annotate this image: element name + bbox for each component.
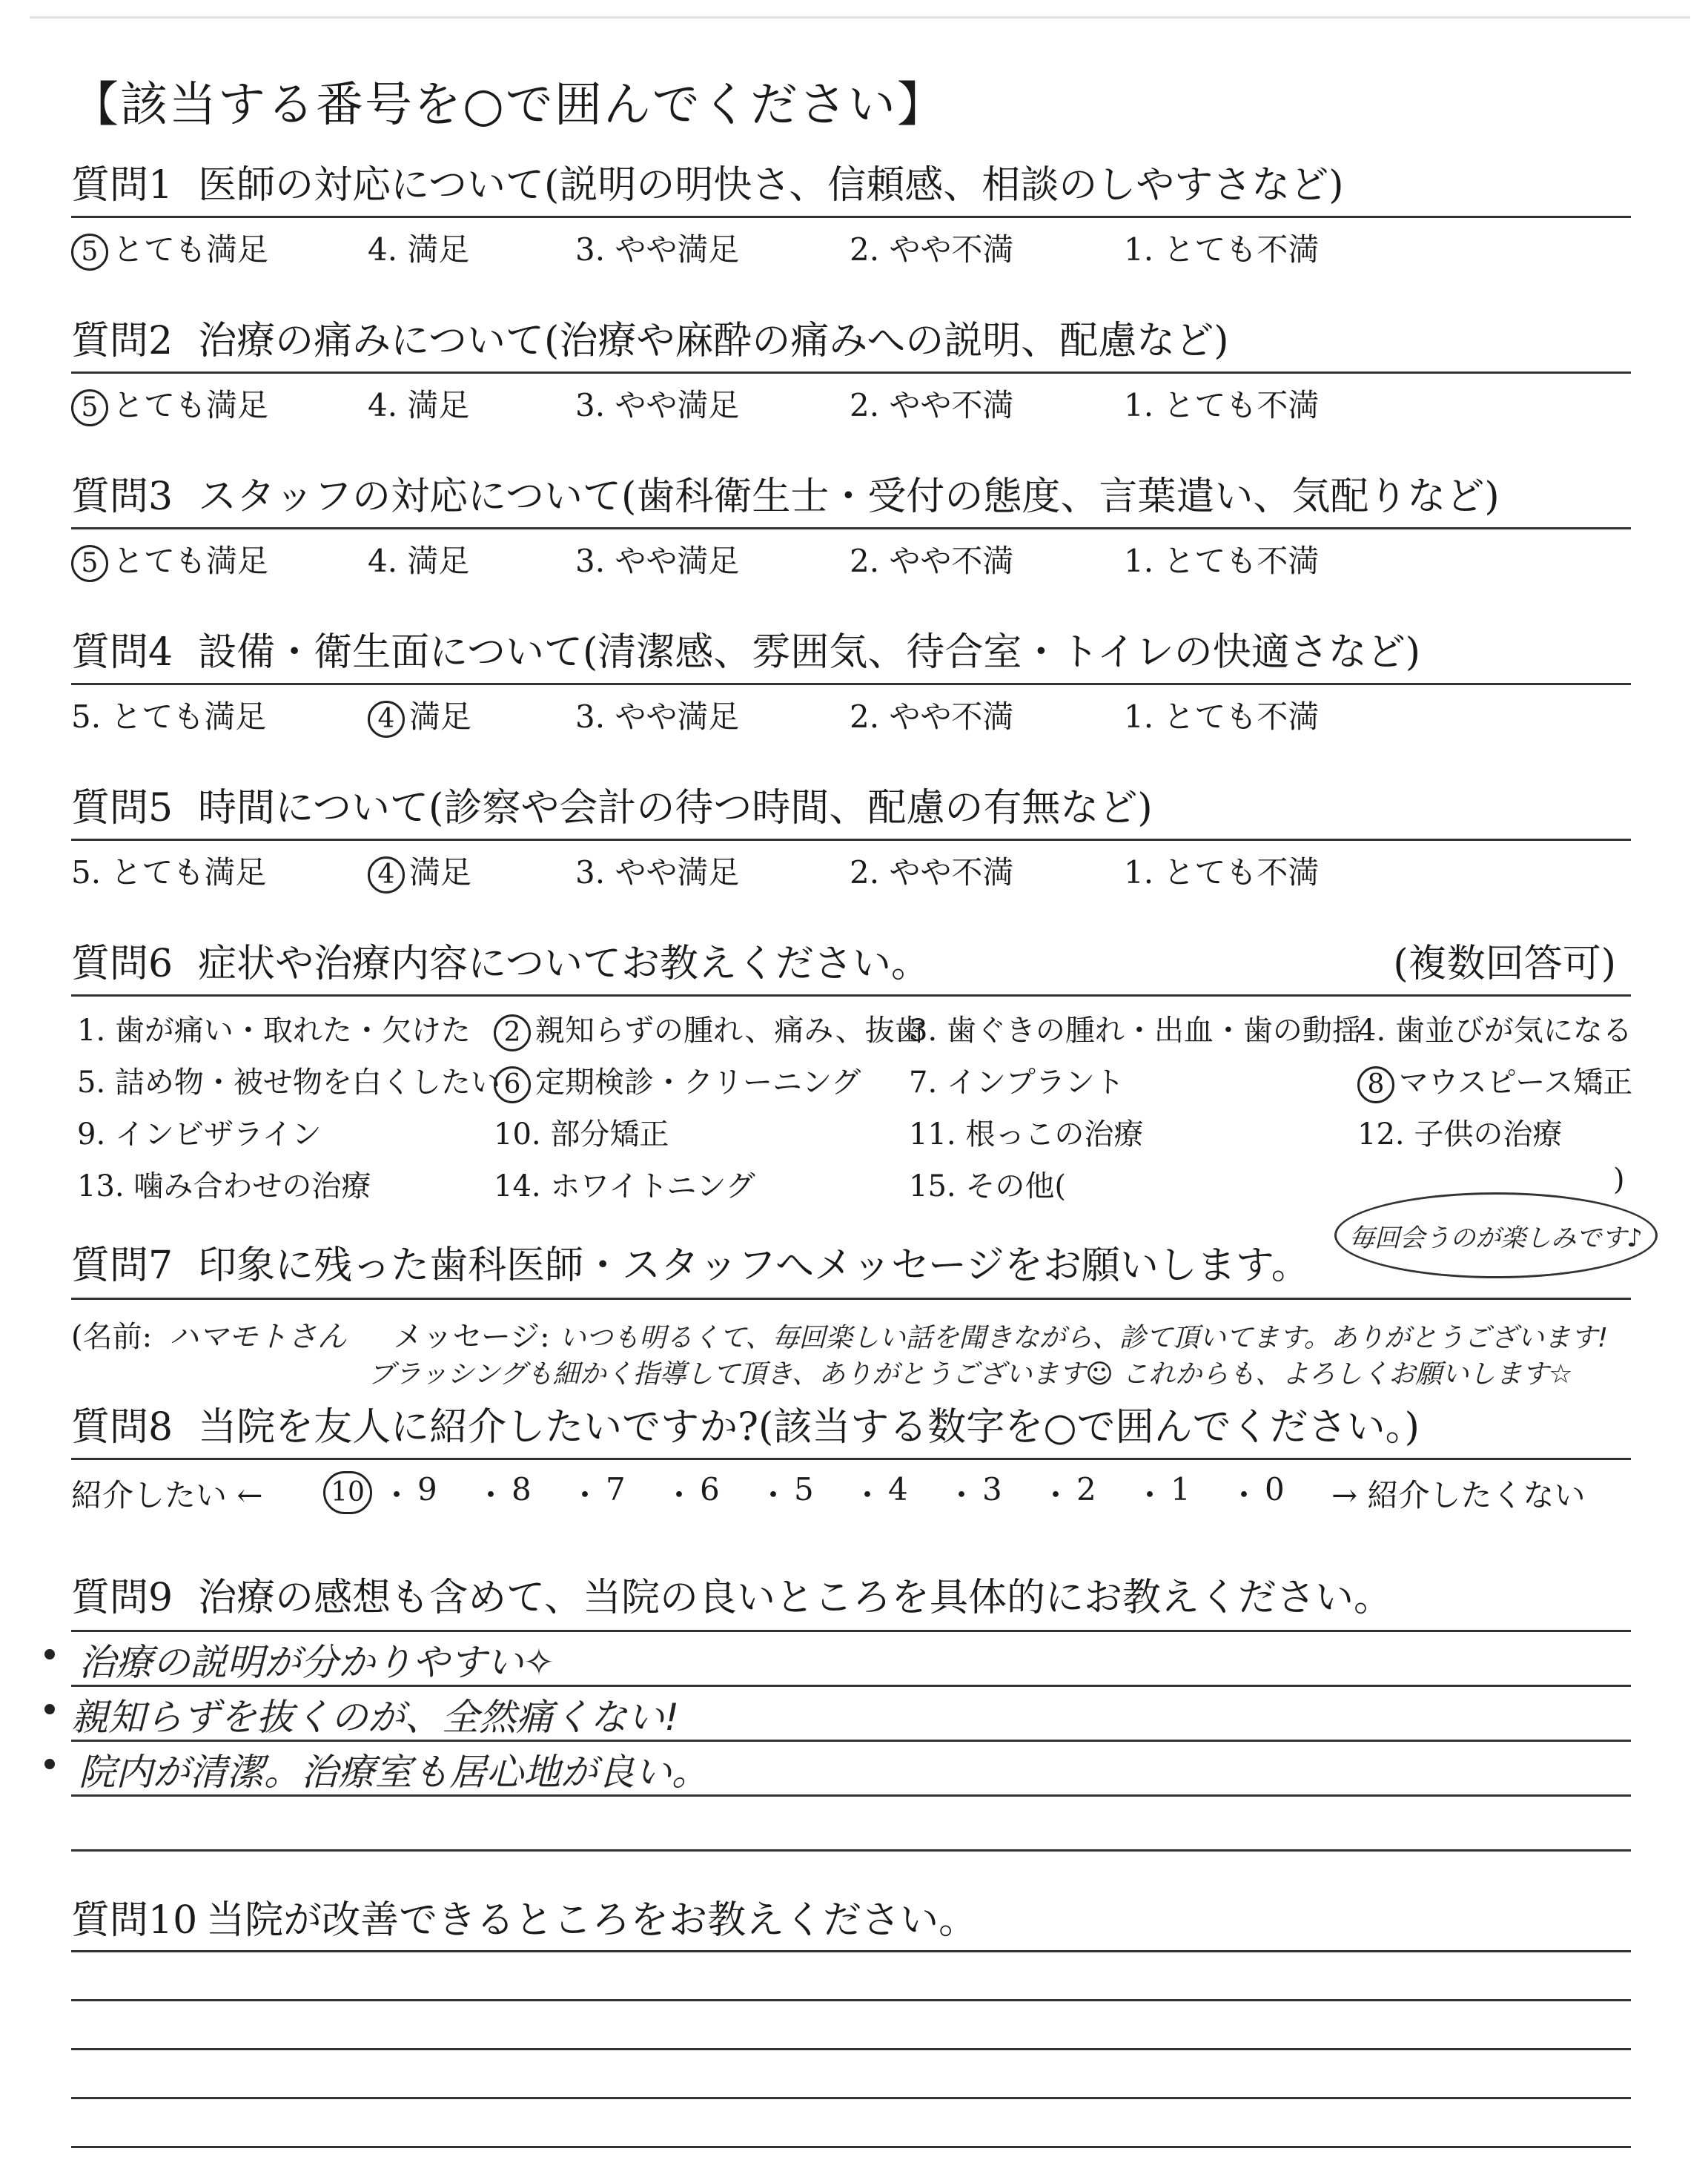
symptom-option[interactable]: 13. 噛み合わせの治療	[77, 1169, 371, 1203]
rating-option[interactable]: 4. 満足	[368, 543, 470, 579]
rating-label: とても満足	[113, 543, 269, 579]
symptom-label: 定期検診・クリーニング	[535, 1066, 861, 1100]
answer-line	[71, 2146, 1631, 2148]
answer-line	[71, 2097, 1631, 2099]
divider	[71, 839, 1631, 841]
symptom-option[interactable]	[1357, 1059, 1632, 1103]
bullet	[44, 1759, 55, 1769]
answer-1: 治療の説明が分かりやすい✧	[79, 1641, 555, 1684]
question-8	[71, 1401, 1631, 1460]
rating-option[interactable]: 5. とても満足	[71, 854, 267, 891]
bullet	[44, 1649, 55, 1659]
scale-value[interactable]: 5	[794, 1471, 814, 1507]
referral-scale	[71, 1467, 1631, 1511]
symptom-label: 親知らずの腫れ、痛み、抜歯	[535, 1014, 924, 1048]
scale-separator: ・	[852, 1477, 884, 1513]
selected-circle: 8	[1357, 1066, 1394, 1103]
scale-separator: ・	[1040, 1477, 1072, 1513]
question-number: 質問5	[71, 786, 173, 830]
rating-option[interactable]	[71, 225, 268, 271]
rating-option[interactable]: 1. とても不満	[1124, 854, 1320, 891]
top-border	[30, 16, 1690, 19]
rating-label: とても満足	[113, 387, 269, 423]
symptom-options	[71, 1007, 1631, 1229]
question-7	[71, 1240, 1631, 1292]
selected-circle: 4	[368, 701, 405, 738]
rating-option[interactable]: 3. やや満足	[575, 231, 740, 268]
scale-value[interactable]: 9	[417, 1471, 437, 1507]
rating-option[interactable]: 1. とても不満	[1124, 231, 1320, 268]
rating-option[interactable]: 1. とても不満	[1124, 387, 1320, 423]
name-label: (名前:	[71, 1320, 153, 1354]
symptom-option[interactable]: 10. 部分矯正	[494, 1117, 669, 1152]
question-9	[71, 1572, 1631, 1624]
rating-label: 満足	[409, 854, 472, 891]
question-text: 設備・衛生面について(清潔感、雰囲気、待合室・トイレの快適さなど)	[198, 630, 1421, 675]
rating-label: 満足	[409, 698, 472, 735]
question-3	[71, 471, 1631, 580]
symptom-option[interactable]: 15. その他(	[909, 1169, 1066, 1203]
symptom-option[interactable]: 3. 歯ぐきの腫れ・出血・歯の動揺	[909, 1014, 1362, 1048]
question-text: 治療の痛みについて(治療や麻酔の痛みへの説明、配慮など)	[198, 319, 1229, 363]
question-text: 時間について(診察や会計の待つ時間、配慮の有無など)	[198, 786, 1153, 830]
divider	[71, 371, 1631, 374]
scale-separator: ・	[946, 1477, 978, 1513]
rating-option[interactable]	[71, 537, 268, 582]
scale-value[interactable]: 0	[1265, 1471, 1285, 1507]
rating-option[interactable]: 2. やや不満	[850, 698, 1014, 735]
question-number: 質問6	[71, 942, 173, 986]
question-number: 質問2	[71, 319, 173, 363]
question-text: 印象に残った歯科医師・スタッフへメッセージをお願いします。	[198, 1244, 1310, 1288]
question-number: 質問9	[71, 1576, 173, 1620]
rating-option[interactable]: 1. とても不満	[1124, 543, 1320, 579]
symptom-option[interactable]: 5. 詰め物・被せ物を白くしたい	[77, 1066, 500, 1100]
scale-separator: ・	[1134, 1477, 1166, 1513]
answer-3: 院内が清潔。治療室も居心地が良い。	[79, 1751, 709, 1794]
answer-line	[71, 1999, 1631, 2001]
rating-option[interactable]: 3. やや満足	[575, 543, 740, 579]
selected-circle: 5	[71, 234, 108, 271]
symptom-option[interactable]: 11. 根っこの治療	[909, 1117, 1144, 1152]
rating-option[interactable]	[368, 693, 471, 738]
rating-option[interactable]: 3. やや満足	[575, 854, 740, 891]
rating-option[interactable]: 2. やや不満	[850, 854, 1014, 891]
divider	[71, 994, 1631, 997]
answer-line	[71, 1630, 1631, 1632]
scale-value[interactable]: 7	[606, 1471, 626, 1507]
question-number: 質問10	[71, 1898, 198, 1943]
message-label: メッセージ:	[393, 1320, 550, 1354]
message-line-1: いつも明るくて、毎回楽しい話を聞きながら、診て頂いてます。ありがとうございます!	[559, 1323, 1609, 1353]
message-box	[71, 1298, 1631, 1389]
scale-separator: ・	[758, 1477, 790, 1513]
question-4	[71, 627, 1631, 736]
symptom-option[interactable]: 7. インプラント	[909, 1066, 1125, 1100]
multiple-answer-note: (複数回答可)	[1393, 942, 1616, 986]
question-10	[71, 1895, 1631, 1946]
question-5	[71, 782, 1631, 891]
question-text: 医師の対応について(説明の明快さ、信頼感、相談のしやすさなど)	[198, 163, 1344, 208]
answer-2: 親知らずを抜くのが、全然痛くない!	[71, 1696, 680, 1739]
rating-options	[71, 845, 1631, 891]
symptom-option[interactable]: 9. インビザライン	[77, 1117, 322, 1152]
scale-separator: ・	[1228, 1477, 1260, 1513]
selected-circle: 5	[71, 389, 108, 426]
rating-option[interactable]: 3. やや満足	[575, 387, 740, 423]
answer-line	[71, 1849, 1631, 1852]
scale-separator: ・	[569, 1477, 601, 1513]
symptom-option[interactable]: 14. ホワイトニング	[494, 1169, 755, 1203]
answer-line	[71, 2048, 1631, 2050]
question-number: 質問1	[71, 163, 173, 208]
message-line-2: ブラッシングも細かく指導して頂き、ありがとうございます☺ これからも、よろしくお願いします☆	[368, 1359, 1573, 1390]
selected-circle: 6	[494, 1066, 531, 1103]
rating-option[interactable]: 4. 満足	[368, 387, 470, 423]
rating-option[interactable]: 3. やや満足	[575, 698, 740, 735]
rating-option[interactable]: 2. やや不満	[850, 543, 1014, 579]
scale-value[interactable]: 8	[512, 1471, 532, 1507]
question-number: 質問3	[71, 475, 173, 519]
question-text: 治療の感想も含めて、当院の良いところを具体的にお教えください。	[198, 1576, 1393, 1620]
symptom-label: マウスピース矯正	[1399, 1066, 1633, 1100]
rating-option[interactable]	[71, 381, 268, 426]
question-text: スタッフの対応について(歯科衛生士・受付の態度、言葉遣い、気配りなど)	[198, 475, 1500, 519]
rating-options	[71, 690, 1631, 736]
other-close-paren: )	[1613, 1163, 1625, 1197]
question-text: 当院が改善できるところをお教えください。	[206, 1898, 978, 1943]
scale-separator: ・	[475, 1477, 507, 1513]
scale-right-label: → 紹介したくない	[1331, 1477, 1586, 1513]
question-6	[71, 938, 1631, 1229]
question-1	[71, 159, 1631, 268]
rating-option[interactable]	[368, 848, 471, 894]
rating-option[interactable]: 2. やや不満	[850, 231, 1014, 268]
scale-value[interactable]	[323, 1471, 377, 1514]
rating-option[interactable]: 5. とても満足	[71, 698, 267, 735]
form-header: 【該当する番号を○で囲んでください】	[71, 78, 946, 133]
speech-bubble: 毎回会うのが楽しみです♪	[1334, 1192, 1658, 1278]
scale-separator: ・	[663, 1477, 695, 1513]
rating-options	[71, 534, 1631, 580]
bullet	[44, 1704, 55, 1714]
symptom-option[interactable]	[494, 1007, 924, 1051]
symptom-option[interactable]	[494, 1059, 861, 1103]
selected-circle: 5	[71, 545, 108, 582]
scale-left-label: 紹介したい ←	[71, 1477, 263, 1513]
question-number: 質問7	[71, 1244, 173, 1288]
question-number: 質問8	[71, 1405, 173, 1450]
selected-circle: 10	[323, 1471, 372, 1514]
selected-circle: 4	[368, 856, 405, 894]
scale-value[interactable]: 1	[1171, 1471, 1191, 1507]
symptom-option[interactable]: 12. 子供の治療	[1357, 1117, 1563, 1152]
scale-value[interactable]: 4	[888, 1471, 908, 1507]
divider	[71, 216, 1631, 218]
scale-value[interactable]: 3	[982, 1471, 1002, 1507]
answer-line	[71, 1950, 1631, 1952]
rating-option[interactable]: 4. 満足	[368, 231, 470, 268]
rating-options	[71, 222, 1631, 268]
scale-value[interactable]: 2	[1076, 1471, 1096, 1507]
scale-value[interactable]: 6	[700, 1471, 720, 1507]
rating-option[interactable]: 2. やや不満	[850, 387, 1014, 423]
selected-circle: 2	[494, 1014, 531, 1051]
rating-options	[71, 378, 1631, 424]
question-2	[71, 315, 1631, 424]
rating-option[interactable]: 1. とても不満	[1124, 698, 1320, 735]
name-value: ハマモトさん	[168, 1320, 347, 1354]
rating-label: とても満足	[113, 231, 269, 268]
divider	[71, 683, 1631, 685]
scale-separator: ・	[381, 1477, 413, 1513]
divider	[71, 527, 1631, 529]
divider	[71, 1458, 1631, 1460]
question-text: 症状や治療内容についてお教えください。	[198, 942, 930, 986]
symptom-option[interactable]: 1. 歯が痛い・取れた・欠けた	[77, 1014, 471, 1048]
symptom-option[interactable]: 4. 歯並びが気になる	[1357, 1014, 1632, 1048]
question-number: 質問4	[71, 630, 173, 675]
question-text: 当院を友人に紹介したいですか?(該当する数字を○で囲んでください。)	[198, 1405, 1420, 1450]
